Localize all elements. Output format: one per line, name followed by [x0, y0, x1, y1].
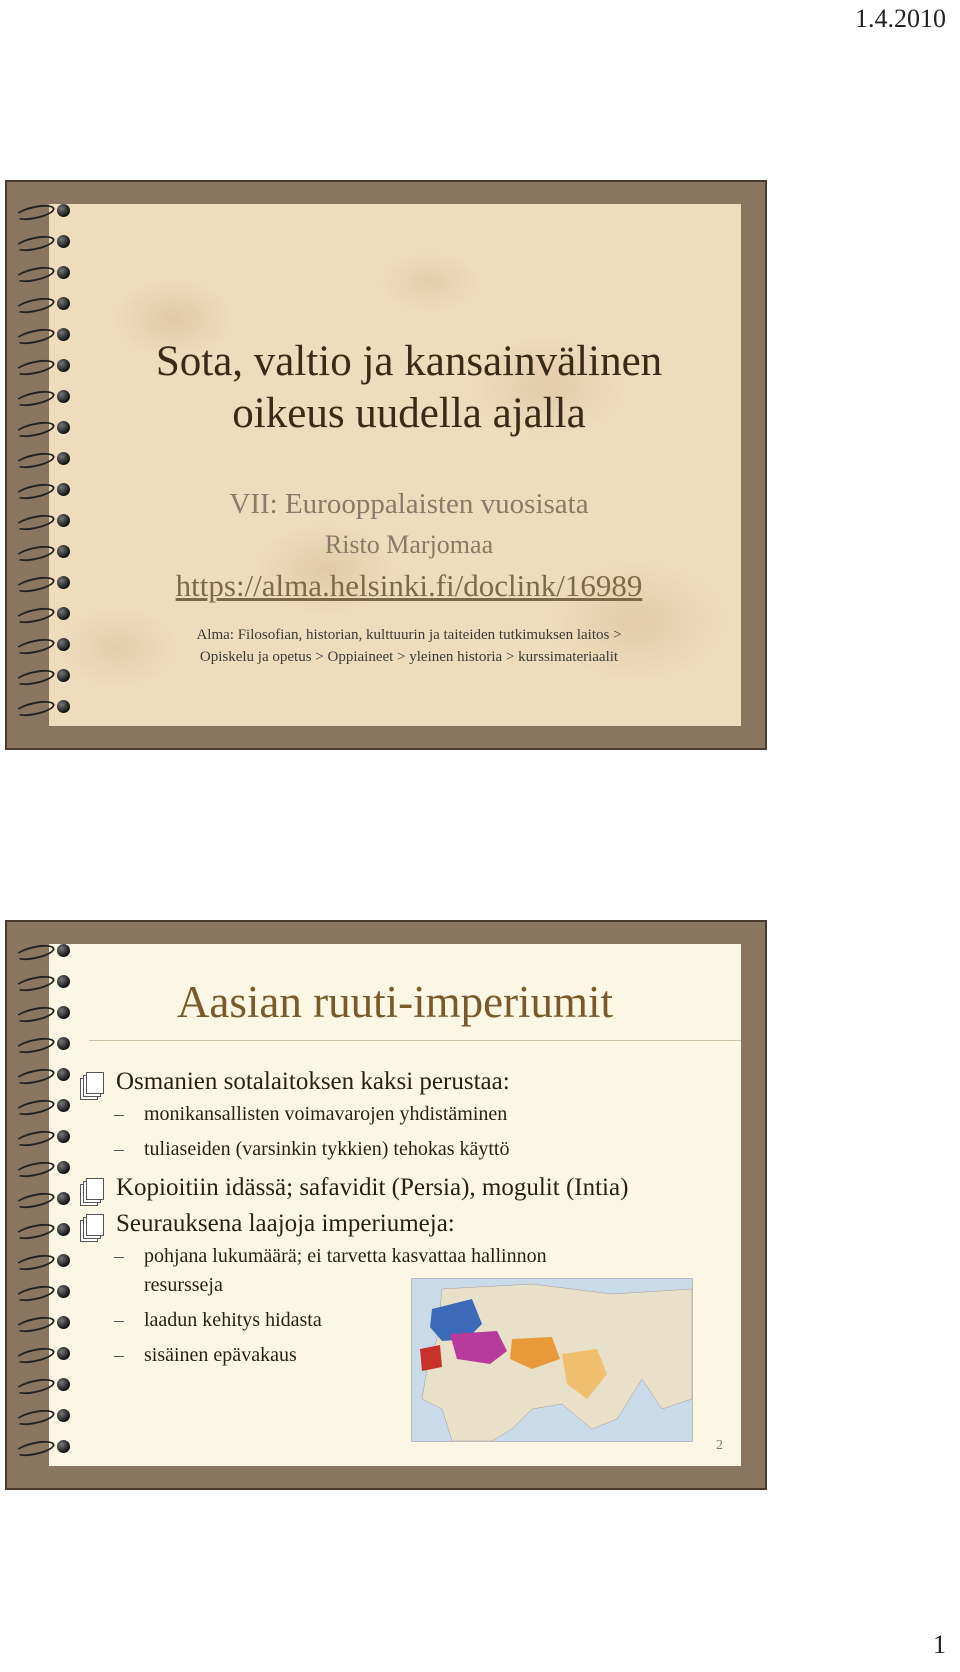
spiral-ring-icon [15, 698, 81, 716]
spiral-ring-icon [15, 264, 81, 282]
dash-bullet-icon: – [114, 1309, 124, 1331]
spiral-ring-icon [15, 942, 81, 960]
title-divider [89, 1040, 741, 1041]
spiral-ring-icon [15, 1035, 81, 1053]
dash-bullet-icon: – [114, 1103, 124, 1125]
spiral-ring-icon [15, 1345, 81, 1363]
list-item: Osmanien sotalaitoksen kaksi perustaa: [84, 1064, 724, 1100]
slide-title-heading: Aasian ruuti-imperiumit [176, 977, 614, 1027]
list-subitem: – monikansallisten voimavarojen yhdistäminen [84, 1100, 724, 1129]
dash-bullet-icon: – [114, 1138, 124, 1160]
empires-map-image [411, 1278, 693, 1442]
path-line-1: Alma: Filosofian, historian, kulttuurin ja taiteiden tutkimuksen laitos > [196, 627, 622, 643]
spiral-ring-icon [15, 1376, 81, 1394]
spiral-ring-icon [15, 1252, 81, 1270]
spiral-ring-icon [15, 357, 81, 375]
navigation-path [109, 624, 709, 668]
slide-subtitle: VII: Eurooppalaisten vuosisata [229, 488, 589, 520]
slide-author: Risto Marjomaa [324, 530, 494, 559]
path-line-2: Opiskelu ja opetus > Oppiaineet > yleinen historia > kurssimateriaalit [199, 649, 619, 665]
list-subitem: – sisäinen epävakaus [84, 1341, 724, 1370]
slide-title [5, 180, 767, 750]
spiral-ring-icon [15, 574, 81, 592]
spiral-ring-icon [15, 1004, 81, 1022]
spiral-ring-icon [15, 543, 81, 561]
spiral-ring-icon [15, 233, 81, 251]
dash-bullet-icon: – [114, 1245, 124, 1267]
spiral-ring-icon [15, 1128, 81, 1146]
spiral-ring-icon [15, 973, 81, 991]
slide-title-heading [109, 336, 709, 440]
spiral-ring-icon [15, 1221, 81, 1239]
slide-gunpowder-empires [5, 920, 767, 1490]
title-line-1: Sota, valtio ja kansainvälinen [155, 338, 663, 385]
slide-paper [49, 944, 741, 1466]
spiral-ring-icon [15, 388, 81, 406]
spiral-ring-icon [15, 1066, 81, 1084]
spiral-ring-icon [15, 1407, 81, 1425]
slide-paper [49, 204, 741, 726]
list-subitem: – tuliaseiden (varsinkin tykkien) tehokas käyttö [84, 1135, 724, 1164]
spiral-ring-icon [15, 419, 81, 437]
spiral-ring-icon [15, 605, 81, 623]
dash-bullet-icon: – [114, 1344, 124, 1366]
document-bullet-icon [86, 1214, 104, 1236]
list-item: Kopioitiin idässä; safavidit (Persia), mogulit (Intia) [84, 1170, 724, 1206]
spiral-ring-icon [15, 295, 81, 313]
spiral-ring-icon [15, 1159, 81, 1177]
page-number: 1 [933, 1630, 946, 1659]
spiral-ring-icon [15, 1438, 81, 1456]
spiral-ring-icon [15, 1314, 81, 1332]
course-link[interactable]: https://alma.helsinki.fi/doclink/16989 [175, 568, 643, 603]
spiral-ring-icon [15, 481, 81, 499]
spiral-ring-icon [15, 450, 81, 468]
spiral-ring-icon [15, 326, 81, 344]
document-bullet-icon [86, 1072, 104, 1094]
spiral-ring-icon [15, 512, 81, 530]
list-item: Seurauksena laajoja imperiumeja: [84, 1206, 724, 1242]
title-line-2: oikeus uudella ajalla [232, 390, 586, 437]
list-subitem: – laadun kehitys hidasta [84, 1306, 724, 1335]
spiral-ring-icon [15, 636, 81, 654]
page-date: 1.4.2010 [855, 4, 946, 33]
spiral-ring-icon [15, 1097, 81, 1115]
spiral-ring-icon [15, 202, 81, 220]
list-subitem: – pohjana lukumäärä; ei tarvetta kasvattaa hallinnon resursseja [84, 1242, 724, 1300]
spiral-ring-icon [15, 667, 81, 685]
spiral-ring-icon [15, 1283, 81, 1301]
slide-number: 2 [716, 1438, 723, 1453]
document-bullet-icon [86, 1178, 104, 1200]
spiral-ring-icon [15, 1190, 81, 1208]
